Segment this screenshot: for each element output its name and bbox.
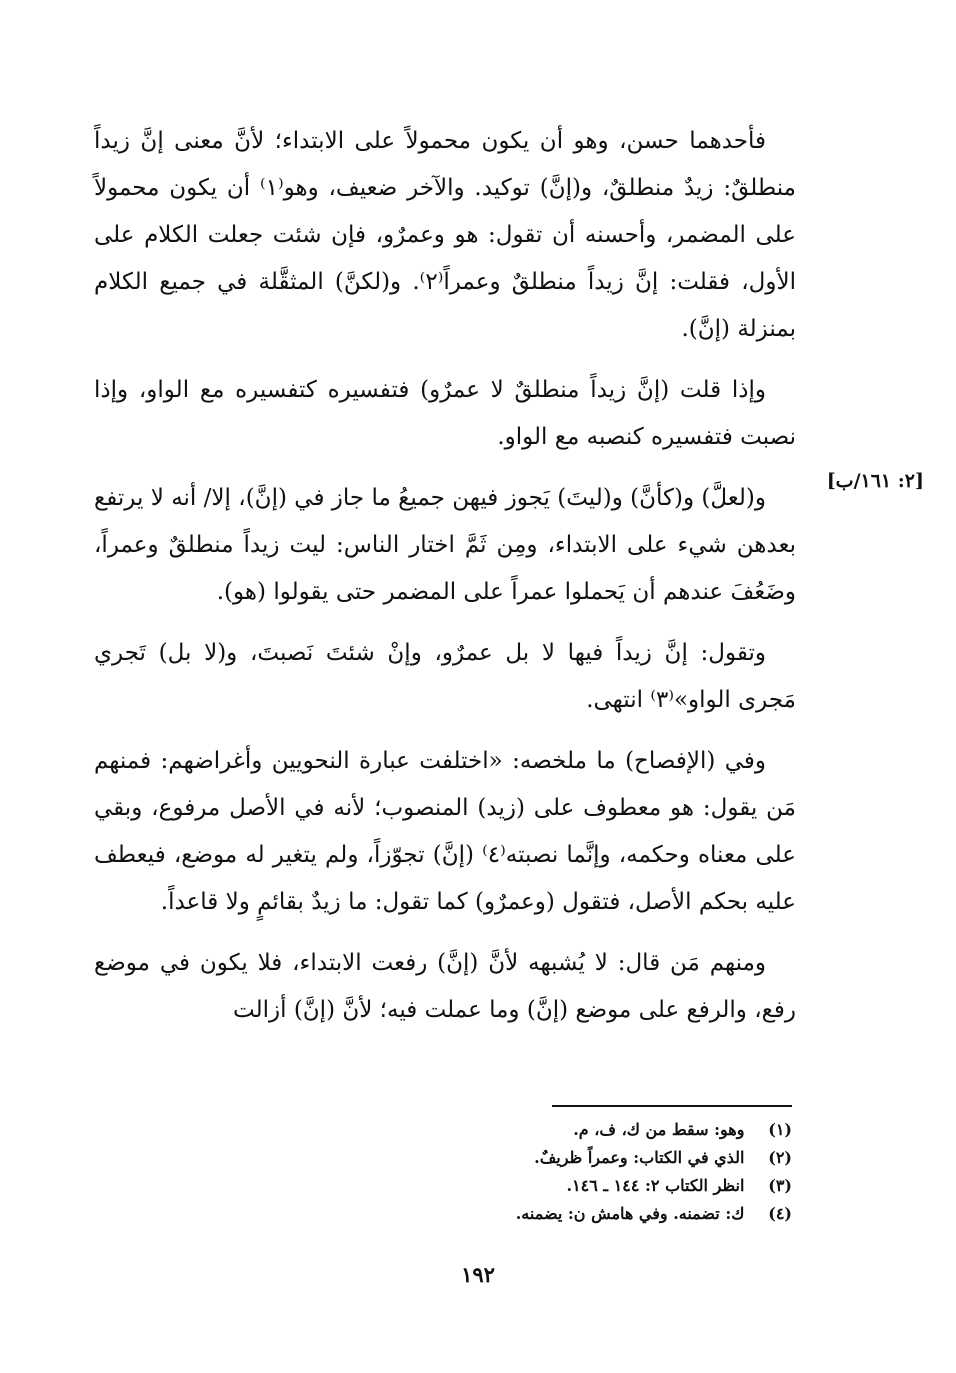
footnote (94, 1116, 792, 1144)
paragraph: ومنهم مَن قال: لا يُشبهه لأنَّ (إنَّ) رفعت الابتداء، فلا يكون في موضع رفع، والرفع على موضع (إنَّ) وما عملت فيه؛ لأنَّ (إنَّ) أزالت (94, 950, 796, 1023)
paragraph: وفي (الإفصاح) ما ملخصه: «اختلفت عبارة النحويين وأغراضهم: فمنهم مَن يقول: هو معطوف على (زيد) المنصوب؛ لأنه في الأصل مرفوع، وبقي على معناه وحكمه، وإنَّما نصبته⁽٤⁾ (إنَّ) تجوّزاً، ولم يتغير له موضع، فيعطف عليه بحكم الأصل، فتقول (وعمرٌو) كما تقول: ما زيدٌ بقائمٍ ولا قاعداً. (94, 748, 796, 915)
footnote-divider (552, 1105, 792, 1107)
manuscript-margin-note: [٢: ١٦١/ب] (826, 470, 924, 492)
footnote-number: (٢) (768, 1148, 792, 1167)
page-number: ١٩٢ (461, 1262, 495, 1287)
paragraph: وتقول: إنَّ زيداً فيها لا بل عمرٌو، وإنْ شئتَ نَصبتَ، و(لا بل) تَجري مَجرى الواو»⁽٣⁾ انتهى. (94, 640, 796, 713)
footnote-number: (١) (768, 1120, 792, 1139)
footnote (94, 1172, 792, 1200)
footnote-text: الذي في الكتاب: وعمراً ظريفٌ. (534, 1148, 745, 1167)
footnote-number: (٣) (768, 1176, 792, 1195)
footnote (94, 1144, 792, 1172)
footnote (94, 1200, 792, 1228)
footnote-text: وهو: سقط من ك، ف، م. (573, 1120, 745, 1139)
footnote-text: انظر الكتاب ٢: ١٤٤ ـ ١٤٦. (566, 1176, 745, 1195)
paragraph: و(لعلَّ) و(كأنَّ) و(ليتَ) يَجوز فيهن جميعُ ما جاز في (إنَّ)، إلا/ أنه لا يرتفع بعدهن شيء على الابتداء، ومِن ثَمَّ اختار الناس: ليت زيداً منطلقٌ وعمراً، وضَعُفَ عندهم أن يَحملوا عمراً على المضمر حتى يقولوا (هو). (94, 485, 796, 605)
paragraph: فأحدهما حسن، وهو أن يكون محمولاً على الابتداء؛ لأنَّ معنى إنَّ زيداً منطلقٌ: زيدٌ منطلقٌ، و(إنَّ) توكيد. والآخر ضعيف، وهو⁽١⁾ أن يكون محمولاً على المضمر، وأحسنه أن تقول: هو وعمرٌو، فإن شئت جعلت الكلام على الأول، فقلت: إنَّ زيداً منطلقٌ وعمراً⁽٢⁾. و(لكنَّ) المثقَّلة في جميع الكلام بمنزلة (إنَّ). (94, 128, 796, 342)
footnote-text: ك: تضمنه. وفي هامش ن: يضمنه. (515, 1204, 745, 1223)
main-text (94, 118, 796, 1048)
footnote-number: (٤) (768, 1204, 792, 1223)
footnotes (94, 1116, 792, 1228)
paragraph: وإذا قلت (إنَّ زيداً منطلقٌ لا عمرٌو) فتفسيره كتفسيره مع الواو، وإذا نصبت فتفسيره كنصبه مع الواو. (94, 377, 796, 450)
